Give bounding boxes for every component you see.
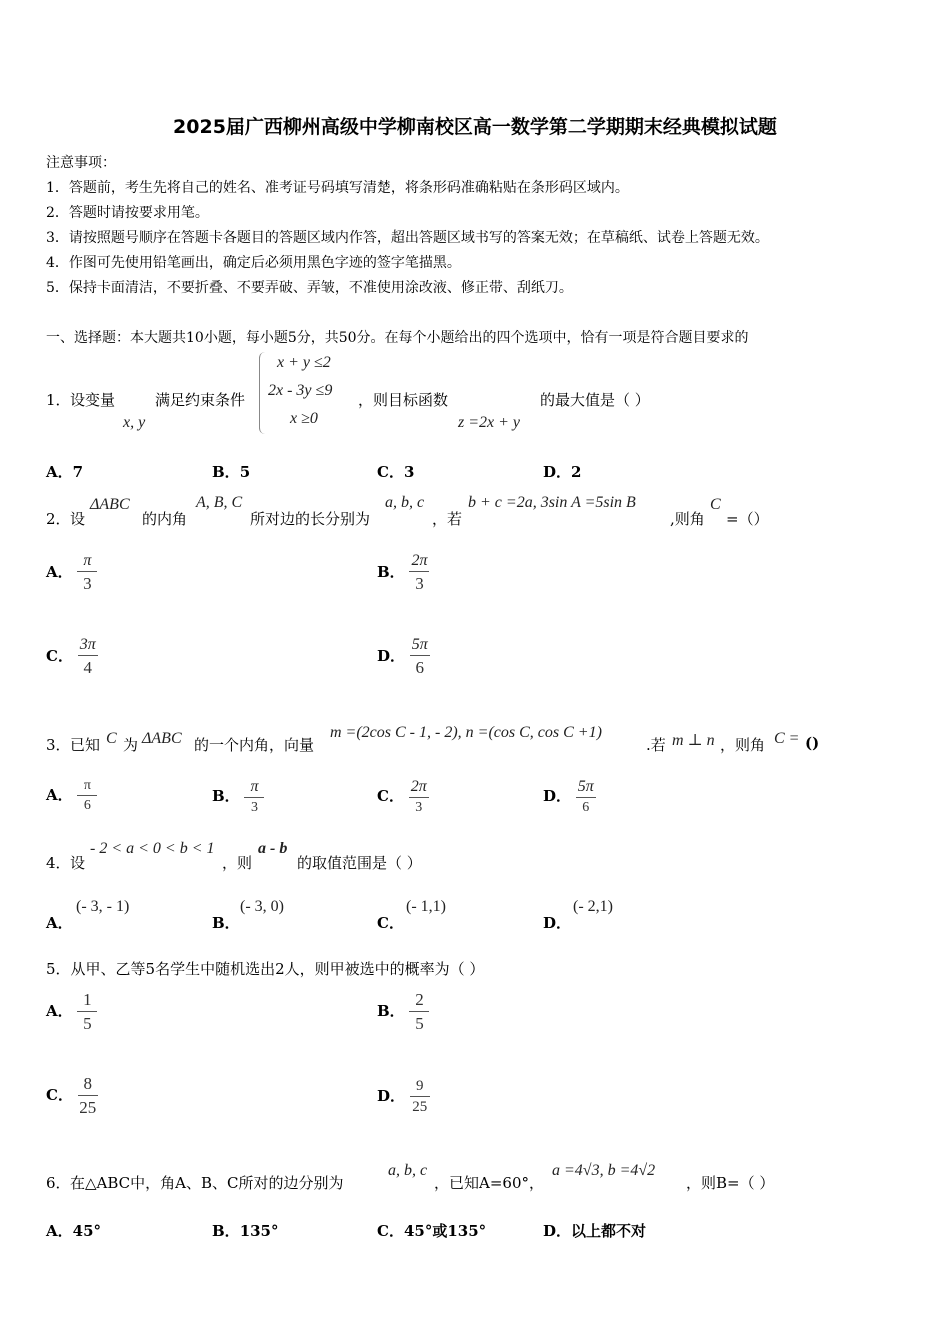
q6-option-c: C．45°或135°: [377, 1222, 487, 1240]
q4-text-1: 设: [70, 854, 86, 872]
q1-option-b: B．5: [212, 463, 251, 481]
q1-option-c: C．3: [377, 463, 415, 481]
q4-option-a: A．: [46, 914, 73, 932]
note-item-2: 2．答题时请按要求用笔。: [46, 205, 209, 221]
q1-constraint-1: x + y ≤2: [277, 354, 331, 371]
q3-triangle: ΔABC: [142, 730, 182, 747]
q5-text: 5．从甲、乙等5名学生中随机选出2人，则甲被选中的概率为（ ）: [46, 960, 485, 978]
section-heading: 一、选择题：本大题共10小题，每小题5分，共50分。在每个小题给出的四个选项中，恰有一项是符合题目要求的: [46, 330, 749, 346]
q2-sides: a, b, c: [385, 494, 425, 511]
q4-option-a-value: (- 3, - 1): [76, 898, 130, 915]
q5-option-b: B． $\frac{2}{5}$: [377, 990, 429, 1034]
q4-number: 4．: [46, 854, 71, 872]
q1-option-d: D．2: [543, 463, 582, 481]
q2-option-a: A． $\frac{\pi}{3}$: [46, 552, 97, 594]
q2-option-c: C． $\frac{3\pi}{4}$: [46, 636, 96, 677]
note-item-1: 1．答题前，考生先将自己的姓名、准考证号码填写清楚，将条形码准确粘贴在条形码区域内。: [46, 180, 629, 196]
q1-option-a: A．7: [46, 463, 84, 481]
page-title: 2025届广西柳州高级中学柳南校区高一数学第二学期期末经典模拟试题: [173, 116, 777, 138]
q5-option-a: A． $\frac{1}{5}$: [46, 990, 97, 1034]
q2-text-2: 的内角: [142, 510, 188, 528]
q3-option-b: B． $\frac{\pi}{3}$: [212, 778, 264, 816]
q3-c-equals: C =: [774, 730, 800, 747]
q6-text-1: 在△ABC中，角A、B、C所对的边分别为: [70, 1174, 344, 1192]
q2-text-4: ，若: [432, 510, 463, 528]
q3-angle-c: C: [106, 730, 117, 747]
q4-option-b: B．: [212, 914, 240, 932]
q4-option-c-value: (- 1,1): [406, 898, 446, 915]
q6-condition: a =4√3, b =4√2: [552, 1162, 656, 1179]
q1-text-3: ，则目标函数: [358, 391, 449, 409]
q5-option-c: C． $\frac{8}{25}$: [46, 1074, 97, 1117]
note-item-3: 3．请按照题号顺序在答题卡各题目的答题区域内作答，超出答题区域书写的答案无效；在草稿纸、试卷上答题无效。: [46, 230, 769, 246]
q6-text-3: ，则B=（ ）: [686, 1174, 775, 1192]
note-item-4: 4．作图可先使用铅笔画出，确定后必须用黑色字迹的签字笔描黑。: [46, 255, 461, 271]
notes-heading: 注意事项：: [46, 155, 116, 171]
q2-angles: A, B, C: [196, 494, 243, 511]
q4-expression: a - b: [258, 840, 288, 857]
q4-text-2: ，则: [222, 854, 253, 872]
q1-objective: z =2x + y: [458, 414, 521, 431]
q6-option-d: D．以上都不对: [543, 1222, 647, 1240]
q3-perpendicular: m ⊥ n: [672, 732, 715, 749]
q3-text-2: 为: [123, 736, 139, 754]
q6-option-a: A．45°: [46, 1222, 102, 1240]
q4-text-3: 的取值范围是（ ）: [297, 854, 422, 872]
q2-angle-c: C: [710, 496, 721, 513]
q2-condition: b + c =2a, 3sin A =5sin B: [468, 494, 636, 511]
q6-sides: a, b, c: [388, 1162, 428, 1179]
q4-option-d-value: (- 2,1): [573, 898, 613, 915]
q3-vectors: m =(2cos C - 1, - 2), n =(cos C, cos C +1): [330, 724, 602, 741]
q6-text-2: ，已知A=60°，: [434, 1174, 544, 1192]
q1-text-1: 设变量: [70, 391, 116, 409]
q4-condition: - 2 < a < 0 < b < 1: [90, 840, 215, 857]
q1-constraint-2: 2x - 3y ≤9: [268, 382, 333, 399]
q2-number: 2．: [46, 510, 71, 528]
q1-brace: [259, 352, 268, 434]
q3-number: 3．: [46, 736, 71, 754]
q3-text-4: .若: [646, 736, 666, 754]
note-item-5: 5．保持卡面清洁，不要折叠、不要弄破、弄皱，不准使用涂改液、修正带、刮纸刀。: [46, 280, 573, 296]
q6-number: 6．: [46, 1174, 71, 1192]
q2-option-b: B． $\frac{2\pi}{3}$: [377, 552, 428, 593]
q2-triangle: ΔABC: [90, 496, 130, 513]
q6-option-b: B．135°: [212, 1222, 279, 1240]
q4-option-b-value: (- 3, 0): [240, 898, 284, 915]
q3-text-5: ，则角: [720, 736, 766, 754]
q2-text-6: =（）: [726, 510, 769, 528]
q3-option-a: A． $\frac{\pi}{6}$: [46, 778, 97, 814]
q2-text-3: 所对边的长分别为: [250, 510, 371, 528]
q2-text-1: 设: [70, 510, 86, 528]
q3-text-6: (): [805, 734, 820, 752]
q1-text-2: 满足约束条件: [155, 391, 246, 409]
q2-text-5: ,则角: [670, 510, 705, 528]
q3-option-d: D． $\frac{5\pi}{6}$: [543, 778, 594, 815]
q1-vars: x, y: [123, 414, 146, 431]
q4-option-c: C．: [377, 914, 404, 932]
q1-number: 1．: [46, 391, 71, 409]
q1-constraint-3: x ≥0: [290, 410, 318, 427]
q3-text-3: 的一个内角，向量: [194, 736, 315, 754]
q2-option-d: D． $\frac{5\pi}{6}$: [377, 636, 428, 677]
q3-option-c: C． $\frac{2\pi}{3}$: [377, 778, 427, 815]
q3-text-1: 已知: [70, 736, 101, 754]
q5-option-d: D． $\frac{9}{25}$: [377, 1078, 430, 1116]
q1-text-4: 的最大值是（ ）: [540, 391, 650, 409]
q4-option-d: D．: [543, 914, 572, 932]
